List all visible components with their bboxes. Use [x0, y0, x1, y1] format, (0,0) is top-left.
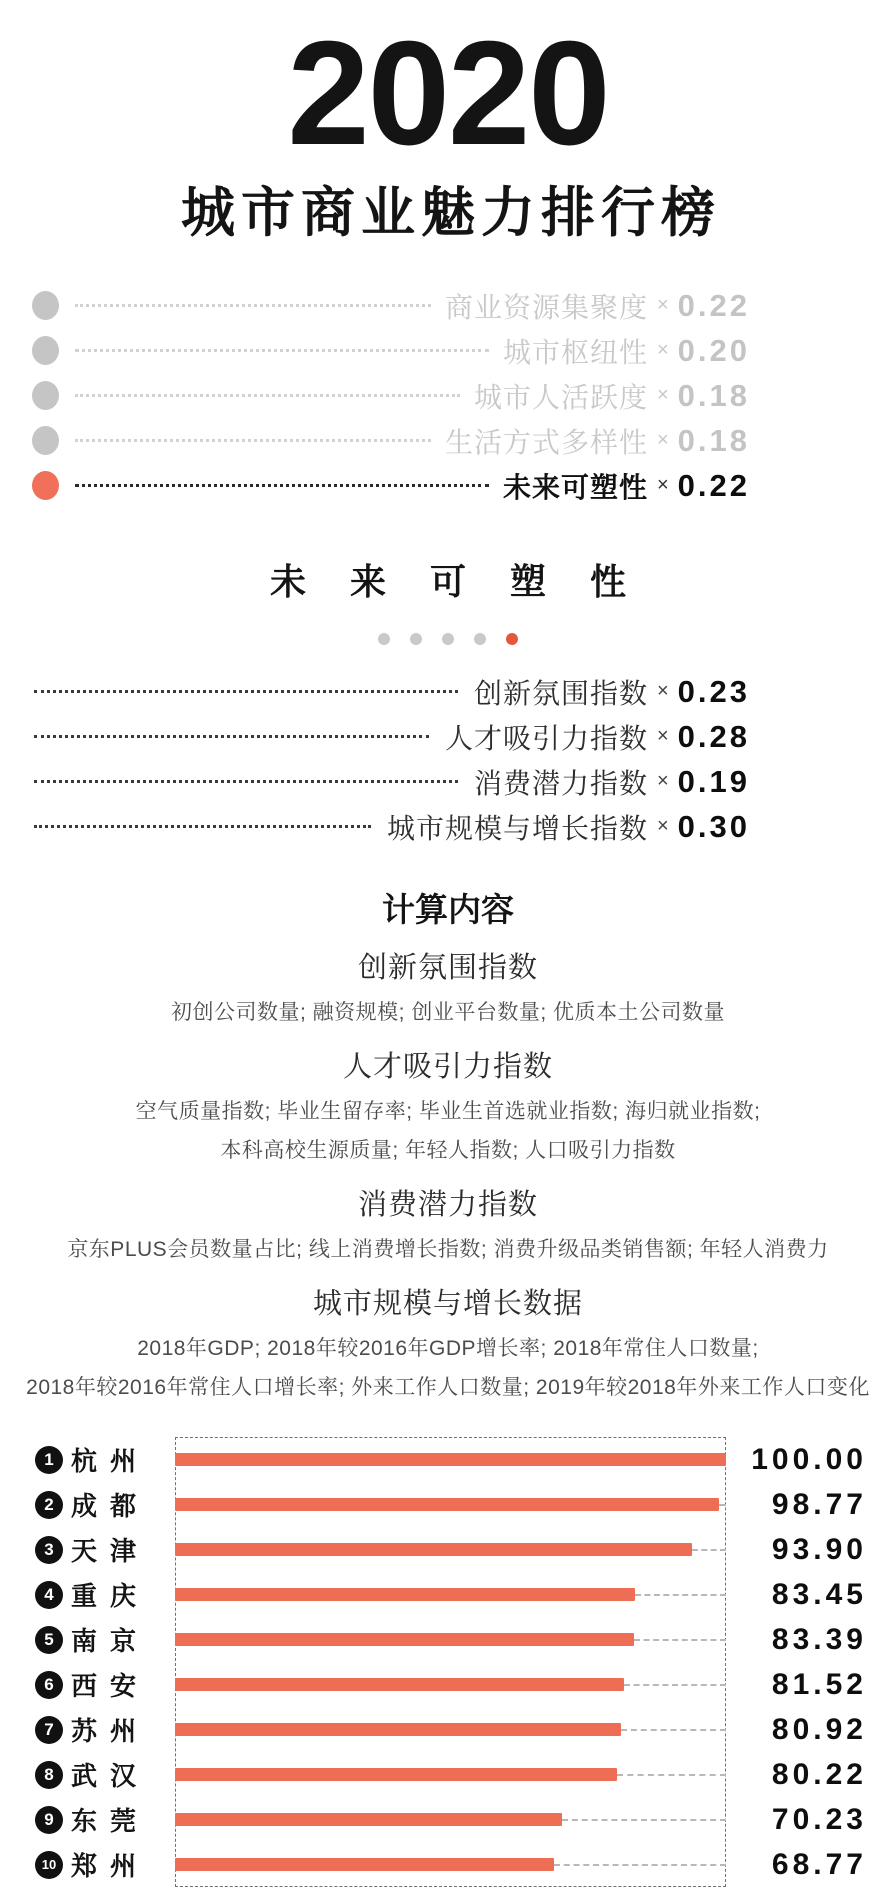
calc-group-line: 初创公司数量; 融资规模; 创业平台数量; 优质本土公司数量: [170, 1001, 725, 1025]
bar-value-label: 80.92: [771, 1712, 867, 1746]
sub-index-row: [34, 759, 750, 804]
chart-row-label: [29, 1486, 175, 1523]
chart-row: [29, 1617, 867, 1662]
legend-weight-value: 0.20: [677, 332, 750, 368]
section-title: 未来可塑性: [269, 561, 670, 603]
legend-label: 未来可塑性: [502, 471, 648, 503]
chart-row: [29, 1707, 867, 1752]
sub-index-label: 创新氛围指数: [473, 677, 648, 709]
bar-leader-dash: [635, 1594, 726, 1596]
header: [0, 0, 896, 247]
sub-index-weight-value: 0.19: [677, 763, 750, 799]
bar-value-label: 93.90: [771, 1532, 867, 1566]
calc-group-line: 2018年GDP; 2018年较2016年GDP增长率; 2018年常住人口数量;: [137, 1337, 759, 1361]
inactive-dot-icon: [32, 426, 59, 455]
calculation-section: [0, 887, 896, 1407]
bar-leader-dash: [554, 1864, 726, 1866]
value-bar: [175, 1768, 617, 1781]
title-year: 2020: [287, 11, 609, 176]
page-dot-active: [506, 633, 518, 645]
legend-row: [32, 283, 750, 328]
rank-badge: 8: [35, 1761, 63, 1789]
page-dot: [410, 633, 422, 645]
legend-row: [32, 328, 750, 373]
bar-track: [175, 1678, 726, 1691]
chart-row-label: [29, 1621, 175, 1658]
dotted-leader-line: [75, 484, 489, 487]
bar-value-label: 81.52: [771, 1667, 867, 1701]
chart-row-label: [29, 1846, 175, 1883]
page-dot: [474, 633, 486, 645]
legend-label: 生活方式多样性: [444, 426, 648, 458]
sub-index-weight-value: 0.23: [677, 673, 750, 709]
rank-badge: 9: [35, 1806, 63, 1834]
bar-value-label: 83.45: [771, 1577, 867, 1611]
calc-group-title: 城市规模与增长数据: [312, 1288, 583, 1321]
bar-track: [175, 1543, 726, 1556]
city-name: 武汉: [71, 1761, 150, 1792]
calc-group-title: 人才吸引力指数: [342, 1051, 553, 1084]
legend-row: [32, 373, 750, 418]
bar-value-label: 98.77: [771, 1487, 867, 1521]
sub-index-row: [34, 714, 750, 759]
multiply-sign: ×: [656, 770, 669, 793]
sub-index-label: 人才吸引力指数: [444, 722, 648, 754]
chart-row: [29, 1437, 867, 1482]
value-bar: [175, 1633, 634, 1646]
value-bar: [175, 1498, 719, 1511]
city-name: 成都: [71, 1491, 150, 1522]
bar-leader-dash: [621, 1729, 726, 1731]
multiply-sign: ×: [656, 725, 669, 748]
chart-row-label: [29, 1531, 175, 1568]
city-name: 东莞: [71, 1806, 150, 1837]
chart-row: [29, 1572, 867, 1617]
dotted-leader-line: [34, 690, 458, 693]
bar-leader-dash: [692, 1549, 726, 1551]
multiply-sign: ×: [656, 429, 669, 452]
legend-row: [32, 418, 750, 463]
legend-weight-value: 0.18: [677, 377, 750, 413]
sub-index-row: [34, 804, 750, 849]
page-dot: [442, 633, 454, 645]
bar-value-label: 70.23: [771, 1802, 867, 1836]
legend-row: [32, 463, 750, 508]
page-dot: [378, 633, 390, 645]
chart-row-label: [29, 1711, 175, 1748]
multiply-sign: ×: [656, 815, 669, 838]
inactive-dot-icon: [32, 381, 59, 410]
multiply-sign: ×: [656, 474, 669, 497]
rank-badge: 7: [35, 1716, 63, 1744]
rank-badge: 5: [35, 1626, 63, 1654]
calc-group-line: 空气质量指数; 毕业生留存率; 毕业生首选就业指数; 海归就业指数;: [135, 1100, 761, 1124]
chart-row-label: [29, 1441, 175, 1478]
calc-group-line: 京东PLUS会员数量占比; 线上消费增长指数; 消费升级品类销售额; 年轻人消费力: [67, 1238, 829, 1262]
city-name: 重庆: [71, 1581, 150, 1612]
calc-group: [0, 943, 896, 1032]
chart-row: [29, 1527, 867, 1572]
sub-index-row: [34, 669, 750, 714]
chart-row: [29, 1482, 867, 1527]
sub-index-label: 城市规模与增长指数: [386, 812, 648, 844]
weights-legend: [0, 283, 896, 508]
bar-track: [175, 1588, 726, 1601]
chart-row-label: [29, 1666, 175, 1703]
calculation-groups: [0, 943, 896, 1407]
multiply-sign: ×: [656, 384, 669, 407]
dotted-leader-line: [75, 394, 460, 397]
city-ranking-bar-chart: [29, 1437, 867, 1887]
city-name: 西安: [71, 1671, 150, 1702]
rank-badge: 10: [35, 1851, 63, 1879]
bar-leader-dash: [617, 1774, 726, 1776]
bar-track: [175, 1858, 726, 1871]
city-name: 天津: [71, 1536, 150, 1567]
legend-label: 商业资源集聚度: [444, 291, 648, 323]
city-name: 杭州: [71, 1446, 150, 1477]
dotted-leader-line: [75, 439, 431, 442]
bar-leader-dash: [719, 1504, 726, 1506]
calc-group: [0, 1180, 896, 1269]
calc-group-line: 2018年较2016年常住人口增长率; 外来工作人口数量; 2019年较2018年外来工作人口变化: [26, 1376, 870, 1400]
active-dot-icon: [32, 471, 59, 500]
bar-value-label: 83.39: [771, 1622, 867, 1656]
legend-weight-value: 0.18: [677, 422, 750, 458]
sub-index-weight-value: 0.30: [677, 808, 750, 844]
value-bar: [175, 1678, 624, 1691]
value-bar: [175, 1723, 621, 1736]
legend-label: 城市人活跃度: [473, 381, 648, 413]
bar-track: [175, 1498, 726, 1511]
rank-badge: 3: [35, 1536, 63, 1564]
bar-track: [175, 1813, 726, 1826]
chart-row-label: [29, 1801, 175, 1838]
sub-index-label: 消费潜力指数: [473, 767, 648, 799]
bar-value-label: 68.77: [771, 1847, 867, 1881]
legend-weight-value: 0.22: [677, 467, 750, 503]
bar-value-label: 80.22: [771, 1757, 867, 1791]
dotted-leader-line: [75, 304, 431, 307]
city-name: 南京: [71, 1626, 150, 1657]
dotted-leader-line: [34, 780, 458, 783]
calc-group: [0, 1042, 896, 1170]
calculation-heading: 计算内容: [382, 891, 514, 929]
value-bar: [175, 1453, 726, 1466]
dotted-leader-line: [34, 825, 371, 828]
calc-group-title: 创新氛围指数: [357, 952, 538, 985]
multiply-sign: ×: [656, 680, 669, 703]
sub-index-weight-value: 0.28: [677, 718, 750, 754]
rank-badge: 1: [35, 1446, 63, 1474]
page-title: 城市商业魅力排行榜: [181, 183, 721, 244]
bar-leader-dash: [624, 1684, 726, 1686]
dotted-leader-line: [34, 735, 429, 738]
bar-track: [175, 1768, 726, 1781]
value-bar: [175, 1813, 562, 1826]
dotted-leader-line: [75, 349, 489, 352]
calc-group-line: 本科高校生源质量; 年轻人指数; 人口吸引力指数: [220, 1139, 676, 1163]
sub-indices-list: [0, 669, 896, 849]
value-bar: [175, 1588, 635, 1601]
bar-track: [175, 1633, 726, 1646]
rank-badge: 4: [35, 1581, 63, 1609]
bar-track: [175, 1453, 726, 1466]
chart-row-label: [29, 1576, 175, 1613]
multiply-sign: ×: [656, 339, 669, 362]
calc-group-title: 消费潜力指数: [357, 1189, 538, 1222]
rank-badge: 6: [35, 1671, 63, 1699]
bar-track: [175, 1723, 726, 1736]
inactive-dot-icon: [32, 336, 59, 365]
multiply-sign: ×: [656, 294, 669, 317]
value-bar: [175, 1858, 554, 1871]
legend-label: 城市枢纽性: [502, 336, 648, 368]
chart-row-label: [29, 1756, 175, 1793]
value-bar: [175, 1543, 692, 1556]
rank-badge: 2: [35, 1491, 63, 1519]
bar-value-label: 100.00: [751, 1442, 867, 1476]
chart-row: [29, 1662, 867, 1707]
city-name: 苏州: [71, 1716, 150, 1747]
chart-row: [29, 1752, 867, 1797]
calc-group: [0, 1279, 896, 1407]
city-name: 郑州: [71, 1851, 150, 1882]
bar-leader-dash: [562, 1819, 726, 1821]
inactive-dot-icon: [32, 291, 59, 320]
legend-weight-value: 0.22: [677, 287, 750, 323]
bar-leader-dash: [634, 1639, 726, 1641]
chart-row: [29, 1842, 867, 1887]
pagination-dots: [0, 633, 896, 645]
